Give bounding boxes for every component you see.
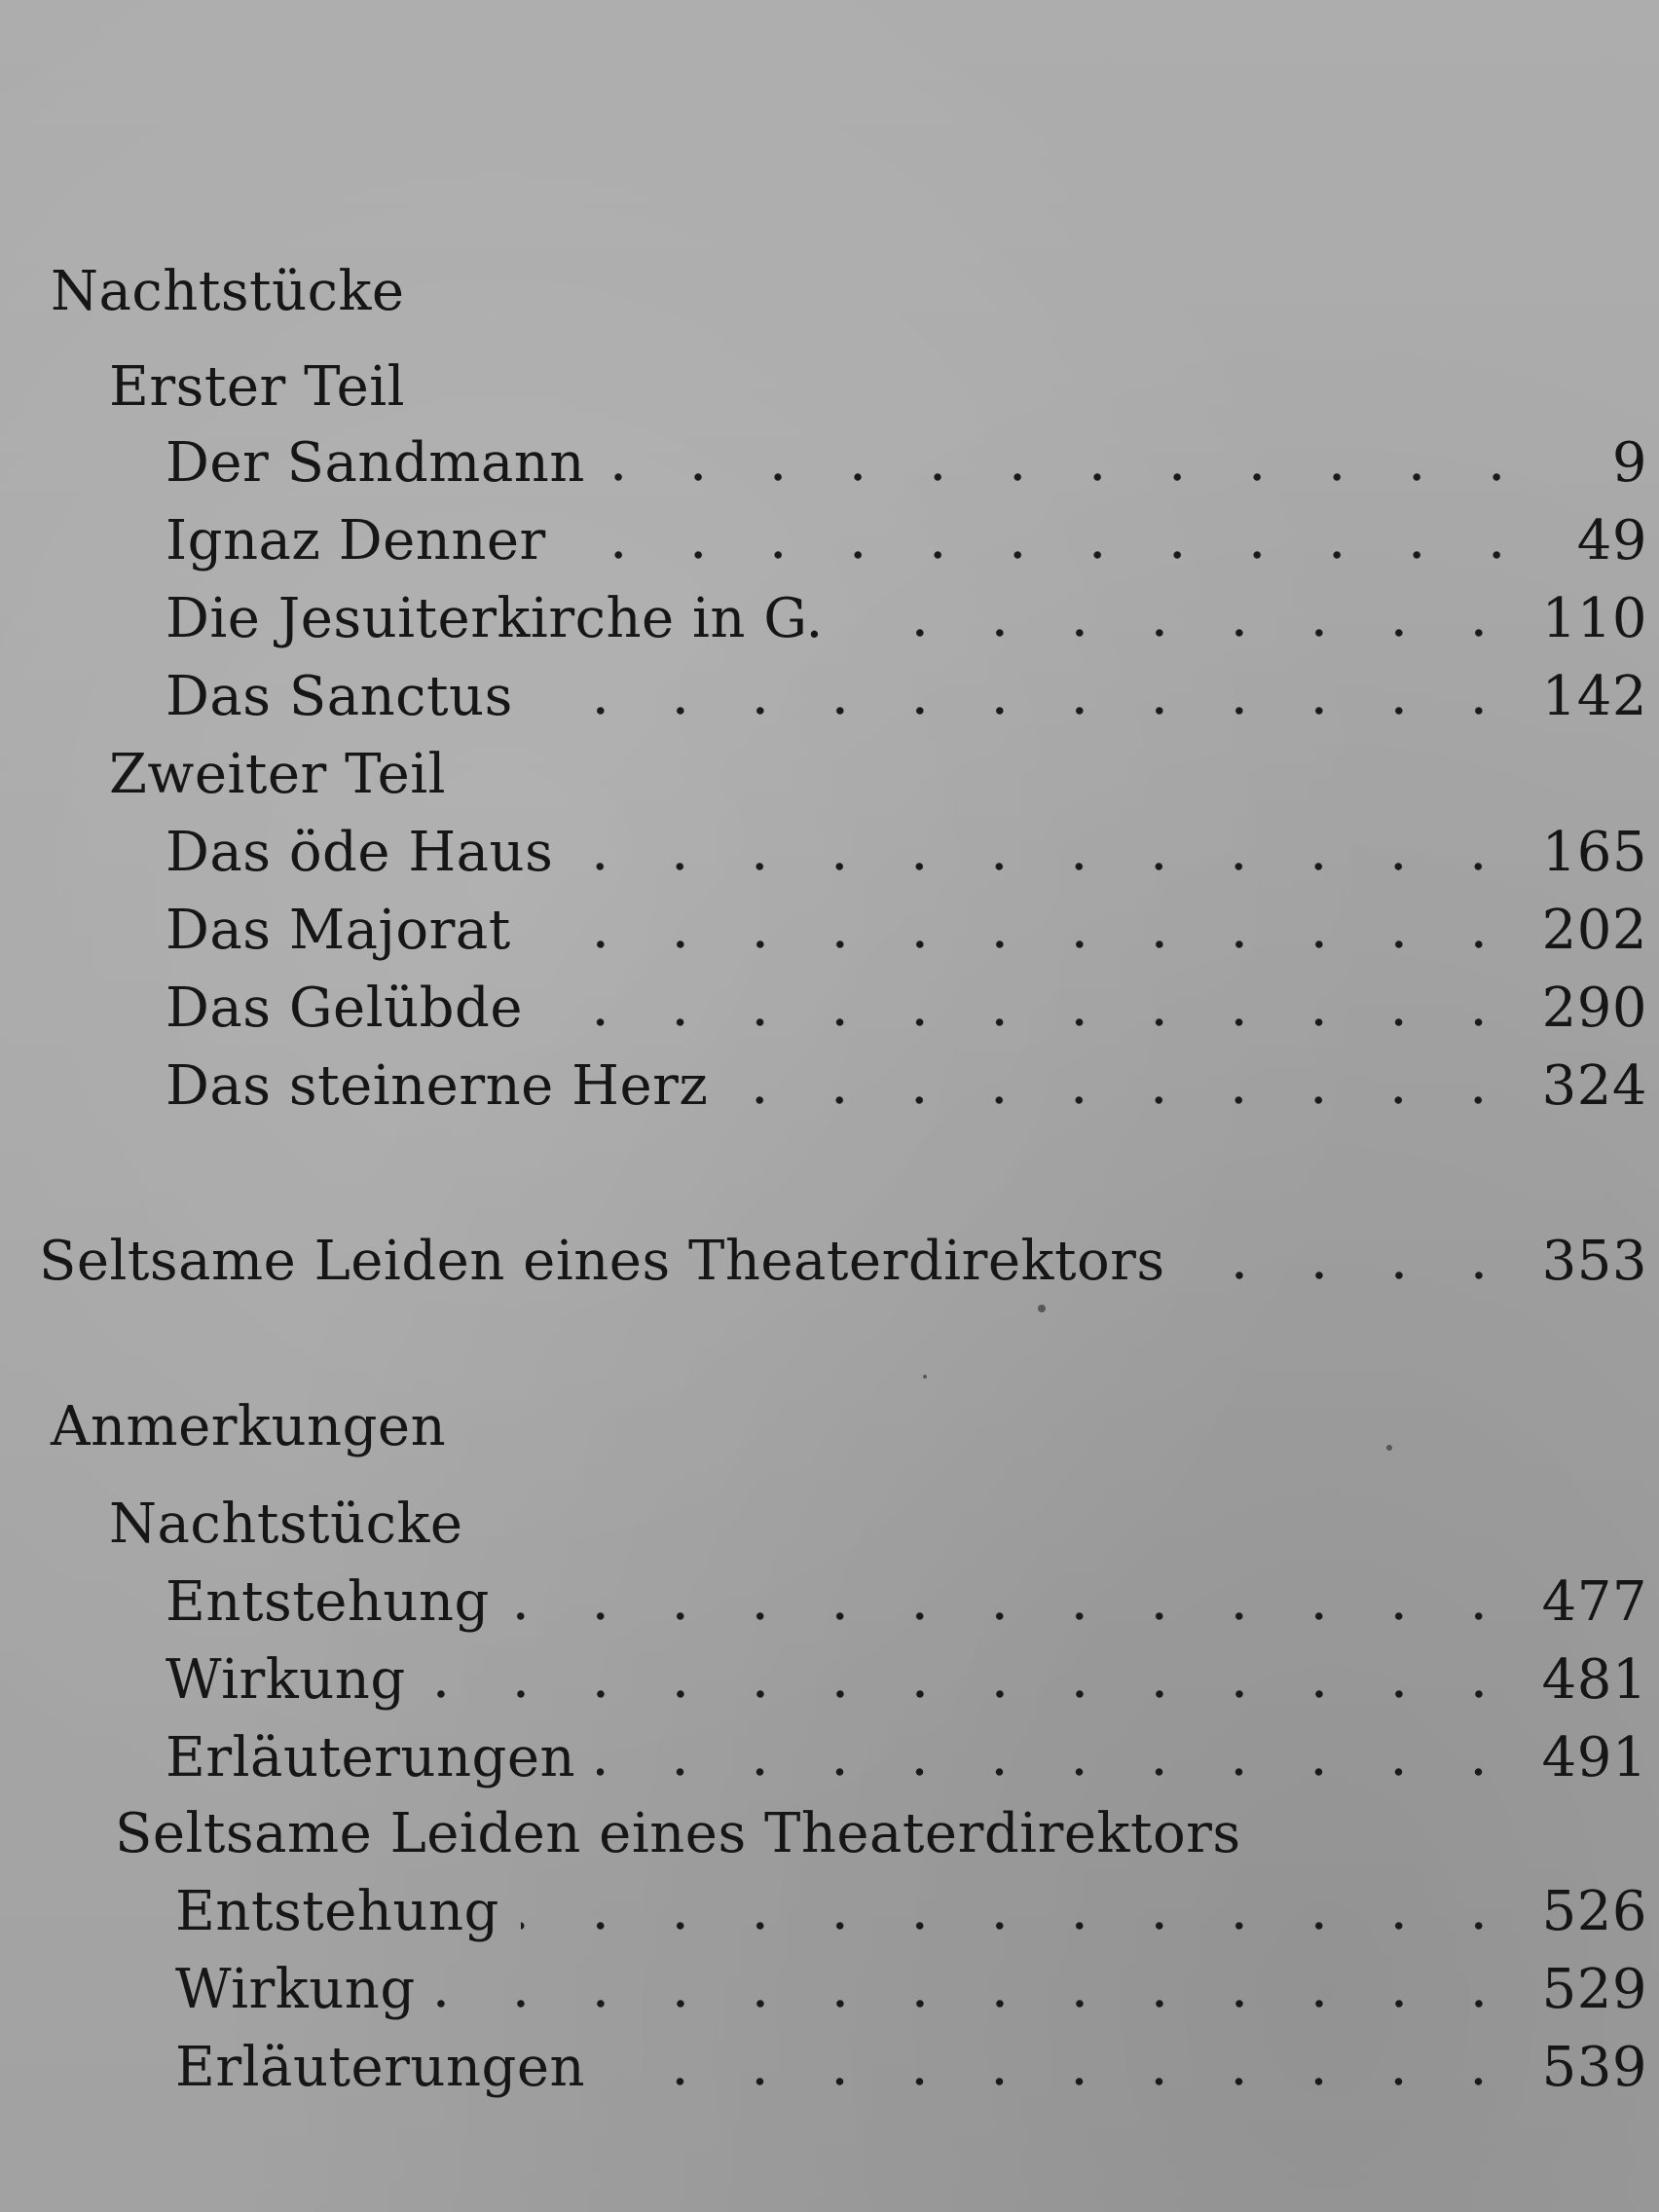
entry-page-number: 491 [1541,1726,1647,1789]
dot-leader [607,2078,1518,2085]
entry-title: Das öde Haus [166,821,554,884]
toc-entry[interactable] [166,977,1647,1040]
toc-entry[interactable] [166,1054,1647,1118]
dot-leader [1187,1272,1519,1279]
entry-page-number: 539 [1541,2036,1647,2099]
entry-page-number: 202 [1541,899,1647,962]
toc-entry-main[interactable] [39,1230,1647,1293]
paper-speck [923,1375,927,1379]
section-heading-text: Nachtstücke [51,260,405,323]
paper-speck [1386,1445,1392,1451]
entry-page-number: 49 [1576,509,1647,572]
part-heading-text: Nachtstücke [109,1493,463,1556]
entry-page-number: 353 [1541,1230,1647,1293]
dot-leader [568,551,1536,559]
dot-leader [533,940,1519,948]
toc-entry[interactable] [166,821,1647,884]
entry-page-number: 529 [1541,1958,1647,2021]
dot-leader [607,473,1536,481]
entry-title: Der Sandmann [166,431,585,495]
part-heading-nachtstuecke [109,1493,463,1556]
part-heading-text: Zweiter Teil [109,743,447,806]
entry-title: Das steinerne Herz [166,1054,709,1118]
entry-title: Ignaz Denner [166,509,546,572]
entry-page-number: 477 [1541,1570,1647,1634]
dot-leader [597,1768,1518,1776]
entry-title: Die Jesuiterkirche in G. [166,587,824,650]
dot-leader [729,1096,1518,1104]
toc-entry[interactable] [175,2036,1647,2099]
toc-entry[interactable] [166,431,1647,495]
toc-entry[interactable] [166,1570,1647,1634]
toc-entry[interactable] [166,587,1647,650]
dot-leader [845,629,1519,637]
toc-entry[interactable] [166,1726,1647,1789]
entry-title: Das Sanctus [166,665,513,728]
toc-entry[interactable] [175,1880,1647,1943]
entry-title: Das Majorat [166,899,511,962]
dot-leader [427,1690,1519,1698]
toc-entry[interactable] [166,665,1647,728]
toc-entry[interactable] [166,899,1647,962]
part-heading-text: Erster Teil [109,355,406,419]
entry-title: Erläuterungen [166,1726,576,1789]
dot-leader [437,2000,1519,2008]
entry-page-number: 165 [1541,821,1647,884]
entry-page-number: 290 [1541,977,1647,1040]
part-heading-zweiter-teil [109,743,447,806]
part-heading-text: Seltsame Leiden eines Theaterdirektors [115,1802,1241,1865]
entry-page-number: 110 [1541,587,1647,650]
section-heading-nachtstuecke [51,260,405,323]
entry-title: Erläuterungen [175,2036,586,2099]
section-heading-anmerkungen [51,1395,447,1458]
entry-page-number: 142 [1541,665,1647,728]
part-heading-seltsame-leiden [115,1802,1241,1865]
entry-title: Entstehung [166,1570,490,1634]
entry-title: Entstehung [175,1880,499,1943]
toc-entry[interactable] [166,509,1647,572]
dot-leader [544,1018,1519,1026]
entry-title: Seltsame Leiden eines Theaterdirektors [39,1230,1165,1293]
section-heading-text: Anmerkungen [51,1395,447,1458]
dot-leader [535,707,1519,715]
dot-leader [511,1612,1519,1620]
entry-title: Wirkung [175,1958,416,2021]
entry-page-number: 9 [1611,431,1647,495]
toc-entry[interactable] [175,1958,1647,2021]
entry-title: Wirkung [166,1648,406,1712]
toc-entry[interactable] [166,1648,1647,1712]
dot-leader [521,1922,1519,1930]
paper-speck [1038,1305,1046,1312]
dot-leader [574,863,1518,870]
entry-title: Das Gelübde [166,977,524,1040]
entry-page-number: 481 [1541,1648,1647,1712]
part-heading-erster-teil [109,355,406,419]
entry-page-number: 324 [1541,1054,1647,1118]
entry-page-number: 526 [1541,1880,1647,1943]
